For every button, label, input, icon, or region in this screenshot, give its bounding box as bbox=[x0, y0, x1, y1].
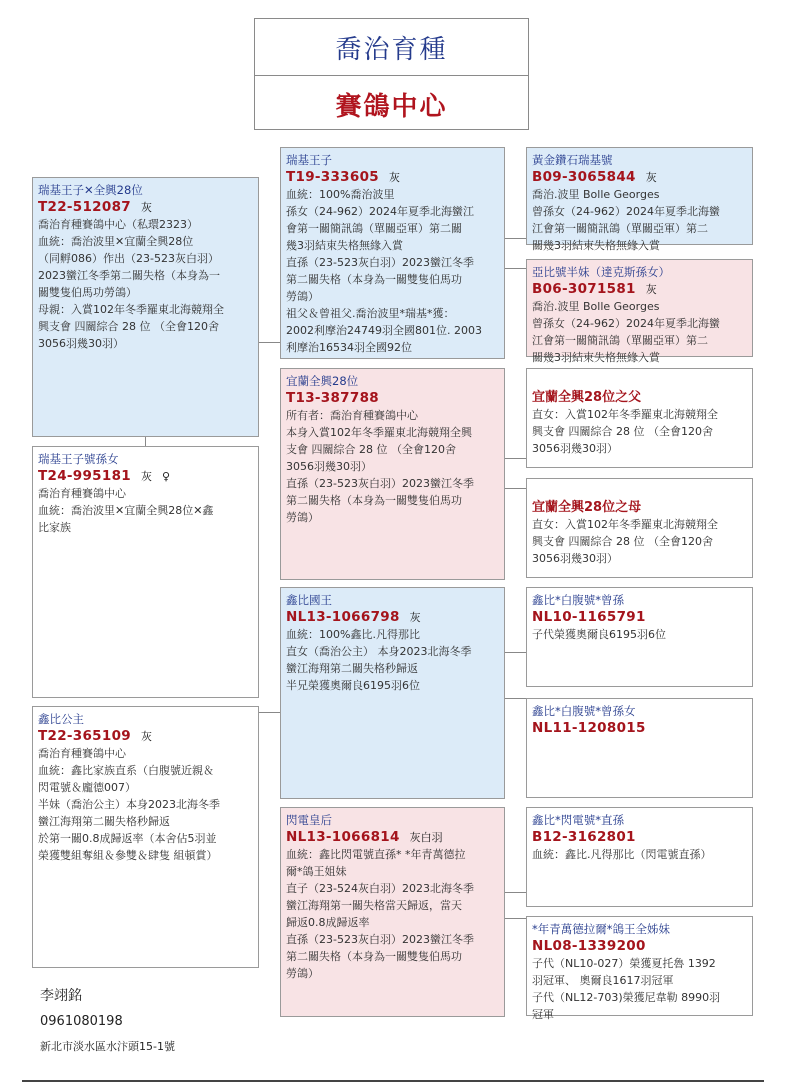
ring-number: NL10-1165791 bbox=[532, 609, 646, 625]
pigeon-color: 灰 bbox=[140, 730, 152, 743]
pigeon-name: 鑫比*白腹號*曾孫女 bbox=[532, 704, 636, 718]
info-line: 3056羽幾30羽） bbox=[532, 552, 618, 565]
info-line: 支會 四關綜合 28 位 （全會120舍 bbox=[286, 443, 456, 456]
pigeon-name: 宜蘭全興28位 bbox=[286, 374, 359, 388]
info-line: 興支會 四關綜合 28 位 （全會120舍 bbox=[532, 425, 713, 438]
info-line: 祖父＆曾祖父.喬治波里*瑞基*獲： bbox=[286, 307, 455, 320]
connector bbox=[504, 652, 526, 653]
ring-number: T19-333605 灰 bbox=[286, 169, 400, 185]
info-line: 喬治.波里 Bolle Georges bbox=[532, 188, 660, 201]
info-line: 興支會 四關綜合 28 位 （全會120舍 bbox=[532, 535, 713, 548]
info-line: 江會第一關簡訊鴿（單關亞軍）第二 bbox=[532, 222, 708, 235]
pigeon-color: 灰白羽 bbox=[409, 831, 443, 844]
title-bottom: 賽鴿中心 bbox=[335, 91, 448, 122]
ring-number: NL11-1208015 bbox=[532, 720, 646, 736]
info-line: 江會第一關簡訊鴿（單關亞軍）第二 bbox=[532, 334, 708, 347]
info-line: 半兄榮獲奧爾良6195羽6位 bbox=[286, 679, 420, 692]
ring-number: NL13-1066814 灰白羽 bbox=[286, 829, 443, 845]
pigeon-color: 灰 bbox=[645, 171, 657, 184]
connector bbox=[145, 437, 146, 446]
pigeon-color: 灰 bbox=[140, 201, 152, 214]
owner-name: 李翊銘 bbox=[40, 988, 82, 1004]
info-line: 血統：鑫比家族直系（白腹號近親＆ bbox=[38, 764, 214, 777]
info-line: 喬治.波里 Bolle Georges bbox=[532, 300, 660, 313]
info-line: 子代（NL10-027）榮獲夏托魯 1392 bbox=[532, 957, 716, 970]
ancestor-card bbox=[526, 587, 753, 687]
pigeon-color: 灰 bbox=[388, 171, 400, 184]
ancestor-card bbox=[526, 368, 753, 468]
info-line: 直孫（23-523灰白羽）2023蠻江冬季 bbox=[286, 256, 474, 269]
info-line: 關幾3羽結束失格無緣入賞 bbox=[532, 239, 660, 252]
pigeon-name: 瑞基王子號孫女 bbox=[38, 452, 119, 466]
info-line: 血統：鑫比閃電號直孫* *年青萬德拉 bbox=[286, 848, 466, 861]
info-line: 本身入賞102年冬季羅東北海競翔全興 bbox=[286, 426, 472, 439]
info-line: 冠軍 bbox=[532, 1008, 554, 1021]
pigeon-name: 閃電皇后 bbox=[286, 813, 332, 827]
info-line: 半妹（喬治公主）本身2023北海冬季 bbox=[38, 798, 220, 811]
dam-card bbox=[280, 807, 505, 1017]
info-line: 曾孫女（24-962）2024年夏季北海蠻 bbox=[532, 317, 720, 330]
connector bbox=[504, 238, 526, 239]
info-line: 直女：入賞102年冬季羅東北海競翔全 bbox=[532, 408, 718, 421]
pigeon-name: *年青萬德拉爾*鴿王全姊妹 bbox=[532, 922, 670, 936]
ancestor-card bbox=[526, 478, 753, 578]
mate-card bbox=[32, 706, 259, 968]
address: 新北市淡水區水汴頭15-1號 bbox=[40, 1040, 175, 1053]
subject-card bbox=[32, 177, 259, 437]
ring-number: NL13-1066798 灰 bbox=[286, 609, 421, 625]
pigeon-name: 鑫比*白腹號*曾孫 bbox=[532, 593, 624, 607]
sire-card bbox=[280, 587, 505, 799]
pigeon-name: 瑞基王子 bbox=[286, 153, 332, 167]
title-top: 喬治育種 bbox=[255, 19, 528, 76]
pigeon-color: 灰 bbox=[409, 611, 421, 624]
ancestor-card bbox=[526, 807, 753, 907]
info-line: 孫女（24-962）2024年夏季北海蠻江 bbox=[286, 205, 474, 218]
info-line: 曾孫女（24-962）2024年夏季北海蠻 bbox=[532, 205, 720, 218]
dam-card bbox=[280, 368, 505, 580]
info-line: 喬治育種賽鴿中心 bbox=[38, 747, 126, 760]
connector bbox=[504, 458, 526, 459]
ring-number: B09-3065844 灰 bbox=[532, 169, 657, 185]
info-line: 直女（喬治公主） 本身2023北海冬季 bbox=[286, 645, 472, 658]
sex-symbol: ♀ bbox=[161, 470, 171, 483]
ring-number: T13-387788 bbox=[286, 390, 379, 406]
ring-number: T22-512087 灰 bbox=[38, 199, 152, 215]
info-line: 所有者：喬治育種賽鴿中心 bbox=[286, 409, 418, 422]
pigeon-color: 灰 bbox=[645, 283, 657, 296]
ring-number: T24-995181 灰 ♀ bbox=[38, 468, 171, 484]
ancestor-card bbox=[526, 698, 753, 798]
ring-number: B12-3162801 bbox=[532, 829, 636, 845]
sibling-card bbox=[32, 446, 259, 698]
connector bbox=[504, 918, 526, 919]
info-line: 子代（NL12-703)榮獲尼韋勒 8990羽 bbox=[532, 991, 721, 1004]
ancestor-card bbox=[526, 259, 753, 364]
info-line: 爾*鴿王姐妹 bbox=[286, 865, 347, 878]
info-line: 歸返0.8成歸返率 bbox=[286, 916, 370, 929]
info-line: 勞鴿） bbox=[286, 511, 319, 524]
info-line: 第二關失格（本身為一關雙隻伯馬功 bbox=[286, 494, 462, 507]
info-line: 第二關失格（本身為一關雙隻伯馬功 bbox=[286, 273, 462, 286]
info-line: 子代榮獲奧爾良6195羽6位 bbox=[532, 628, 666, 641]
pigeon-name: 鑫比公主 bbox=[38, 712, 84, 726]
pigeon-name: 宜蘭全興28位之父 bbox=[532, 390, 642, 405]
info-line: 血統：喬治波里✕宜蘭全興28位 bbox=[38, 235, 194, 248]
ring-number: NL08-1339200 bbox=[532, 938, 646, 954]
info-line: 血統：喬治波里✕宜蘭全興28位✕鑫 bbox=[38, 504, 214, 517]
info-line: 直女：入賞102年冬季羅東北海競翔全 bbox=[532, 518, 718, 531]
connector bbox=[258, 712, 280, 713]
connector bbox=[504, 268, 526, 269]
info-line: 羽冠軍、 奧爾良1617羽冠軍 bbox=[532, 974, 674, 987]
info-line: 2002利摩治24749羽全國801位. 2003 bbox=[286, 324, 482, 337]
pigeon-name: 鑫比國王 bbox=[286, 593, 332, 607]
info-line: 2023蠻江冬季第二關失格（本身為一 bbox=[38, 269, 220, 282]
info-line: 直孫（23-523灰白羽）2023蠻江冬季 bbox=[286, 933, 474, 946]
info-line: 喬治育種賽鴿中心（私環2323） bbox=[38, 218, 198, 231]
ancestor-card bbox=[526, 916, 753, 1021]
pigeon-name: 瑞基王子✕全興28位 bbox=[38, 183, 143, 197]
ring-number: T22-365109 灰 bbox=[38, 728, 152, 744]
info-line: 利摩治16534羽全國92位 bbox=[286, 341, 412, 354]
info-line: 比家族 bbox=[38, 521, 71, 534]
info-line: 於第一關0.8成歸返率（本舍佔5羽並 bbox=[38, 832, 217, 845]
pigeon-color: 灰 bbox=[140, 470, 152, 483]
pigeon-name: 亞比號半妹（達克斯孫女） bbox=[532, 265, 670, 279]
bottom-rule bbox=[22, 1080, 764, 1082]
info-line: 蠻江海翔第二關失格秒歸返 bbox=[38, 815, 170, 828]
info-line: 勞鴿） bbox=[286, 967, 319, 980]
info-line: 3056羽幾30羽） bbox=[532, 442, 618, 455]
info-line: 勞鴿） bbox=[286, 290, 319, 303]
phone-number: 0961080198 bbox=[40, 1014, 123, 1029]
info-line: 母親：入賞102年冬季羅東北海競翔全 bbox=[38, 303, 224, 316]
pigeon-name: 鑫比*閃電號*直孫 bbox=[532, 813, 624, 827]
info-line: 會第一關簡訊鴿（單關亞軍）第二關 bbox=[286, 222, 462, 235]
info-line: 血統：100%鑫比.凡得那比 bbox=[286, 628, 420, 641]
title-box bbox=[254, 18, 529, 130]
info-line: 榮獲雙組奪組＆參雙＆肆隻 組頓賞） bbox=[38, 849, 218, 862]
pigeon-name: 宜蘭全興28位之母 bbox=[532, 500, 642, 515]
info-line: 興支會 四關綜合 28 位 （全會120舍 bbox=[38, 320, 219, 333]
info-line: 幾3羽結束失格無緣入賞 bbox=[286, 239, 403, 252]
info-line: （同孵086）作出（23-523灰白羽） bbox=[38, 252, 219, 265]
info-line: 喬治育種賽鴿中心 bbox=[38, 487, 126, 500]
info-line: 蠻江海翔第一關失格當天歸返，當天 bbox=[286, 899, 462, 912]
connector bbox=[258, 342, 280, 343]
connector bbox=[504, 892, 526, 893]
info-line: 關幾3羽結束失格無緣入賞 bbox=[532, 351, 660, 364]
info-line: 直孫（23-523灰白羽）2023蠻江冬季 bbox=[286, 477, 474, 490]
info-line: 第二關失格（本身為一關雙隻伯馬功 bbox=[286, 950, 462, 963]
info-line: 閃電號＆龐德007） bbox=[38, 781, 136, 794]
info-line: 血統：鑫比.凡得那比（閃電號直孫） bbox=[532, 848, 712, 861]
info-line: 3056羽幾30羽） bbox=[286, 460, 372, 473]
contact-info bbox=[40, 985, 175, 1054]
sire-card bbox=[280, 147, 505, 359]
info-line: 3056羽幾30羽） bbox=[38, 337, 124, 350]
ring-number: B06-3071581 灰 bbox=[532, 281, 657, 297]
connector bbox=[504, 698, 526, 699]
pigeon-name: 黃金鑽石瑞基號 bbox=[532, 153, 613, 167]
info-line: 血統：100%喬治波里 bbox=[286, 188, 395, 201]
info-line: 關雙隻伯馬功勞鴿） bbox=[38, 286, 137, 299]
connector bbox=[504, 488, 526, 489]
ancestor-card bbox=[526, 147, 753, 252]
info-line: 直子（23-524灰白羽）2023北海冬季 bbox=[286, 882, 474, 895]
info-line: 蠻江海翔第二關失格秒歸返 bbox=[286, 662, 418, 675]
